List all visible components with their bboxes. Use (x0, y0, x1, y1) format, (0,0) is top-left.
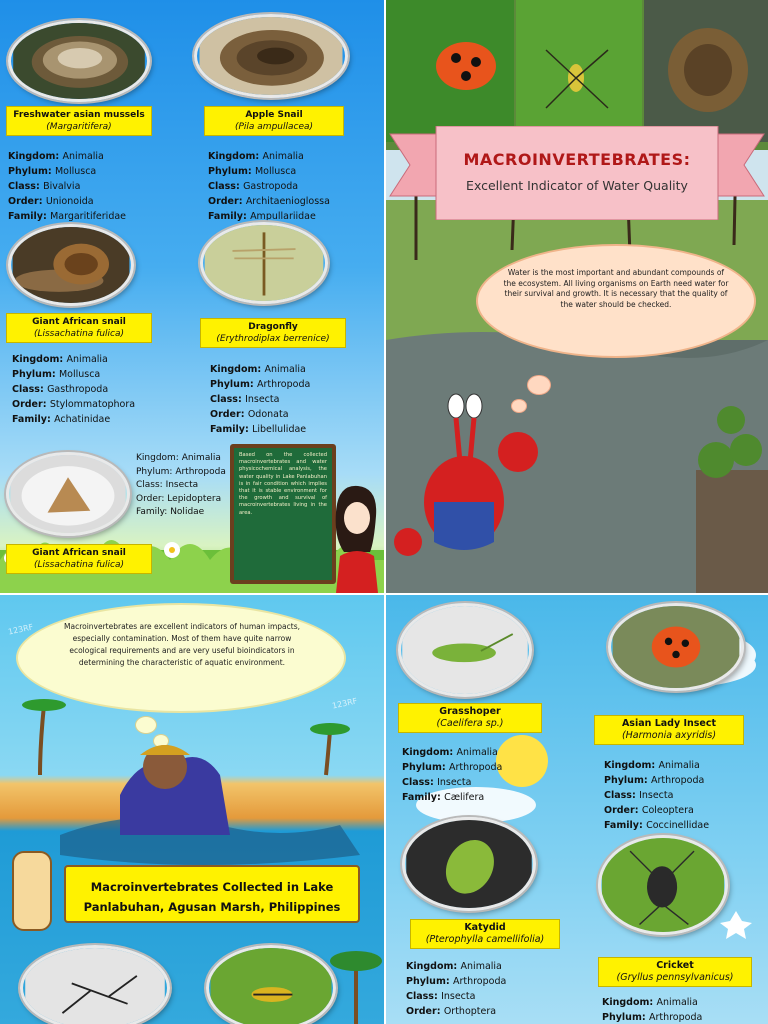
intro-title: MACROINVERTEBRATES: (463, 150, 691, 169)
scroll-title: Macroinvertebrates Collected in Lake Panlabuhan, Agusan Marsh, Philippines (83, 880, 341, 914)
dragonfly-name: Dragonfly (248, 322, 298, 332)
grasshopper-scientific: (Caelifera sp.) (436, 718, 504, 729)
katydid-label (410, 919, 560, 949)
taxo-key: Order (208, 196, 239, 207)
taxo-key: Phylum (604, 775, 644, 786)
taxo-value: Arthropoda (650, 775, 705, 786)
apple-snail-name: Apple Snail (245, 110, 303, 120)
info-cloud-text: Macroinvertebrates are excellent indicators of human impacts, especially contamination. Most of them have quite narrow ecological requirements and are very useful bioindicators in determining the characteristic of aquatic environment. (64, 622, 300, 667)
taxo-key: Family (210, 424, 245, 435)
giant-snail-scientific: (Lissachatina fulica) (33, 329, 125, 339)
taxo-key: Phylum (12, 369, 52, 380)
taxo-key: Kingdom (402, 747, 450, 758)
taxo-key: Order (406, 1006, 437, 1017)
chalkboard (230, 444, 336, 584)
taxo-key: Kingdom (12, 354, 60, 365)
taxo-value: Stylommatophora (49, 399, 136, 410)
apple-snail-label (204, 106, 344, 136)
taxo-value: Margaritiferidae (50, 211, 127, 222)
taxo-value: Achatinidae (54, 414, 111, 425)
grasshopper-taxonomy: Kingdom: Animalia Phylum: Arthropoda Class: Insecta Family: Cælifera (402, 747, 503, 803)
wasp-photo (206, 945, 336, 1024)
watermark: 123RF (7, 622, 35, 637)
taxo-value: Odonata (247, 409, 289, 420)
dragonfly-taxonomy: Kingdom: Animalia Phylum: Arthropoda Class: Insecta Order: Odonata Family: Libellulidae (210, 364, 311, 435)
mussel-taxonomy: Kingdom: Animalia Phylum: Mollusca Class: Bivalvia Order: Unionoida Family: Margaritiferidae (8, 151, 127, 222)
palm-decoration (330, 935, 384, 1024)
katydid-taxonomy: Kingdom: Animalia Phylum: Arthropoda Class: Insecta Order: Orthoptera (406, 961, 507, 1017)
katydid-photo (402, 817, 536, 911)
taxo-value: Libellulidae (252, 424, 307, 435)
lady-insect-photo (608, 603, 744, 691)
taxo-key: Family (8, 211, 43, 222)
taxo-value: Mollusca (54, 166, 97, 177)
taxo-value: Arthropoda (448, 762, 503, 773)
mussel-photo (8, 20, 150, 102)
taxo-value: Animalia (456, 747, 498, 758)
taxo-value: Bivalvia (43, 181, 81, 192)
mussel-label (6, 106, 152, 136)
dragonfly-label (200, 318, 346, 348)
giant-snail-photo (8, 224, 134, 306)
panel-mollusca-insects (0, 0, 384, 593)
taxo-key: Phylum (402, 762, 442, 773)
taxo-key: Phylum (602, 1012, 642, 1023)
moth-kingdom: Kingdom: Animalia (136, 453, 221, 463)
taxo-key: Class (604, 790, 632, 801)
snail-photo (644, 0, 768, 142)
cricket-taxonomy: Kingdom: Animalia Phylum: Arthropoda (602, 997, 703, 1023)
grasshopper-name: Grasshoper (439, 706, 501, 717)
taxo-key: Class (402, 777, 430, 788)
taxo-key: Class (12, 384, 40, 395)
taxo-value: Insecta (639, 790, 674, 801)
apple-snail-scientific: (Pila ampullacea) (234, 122, 314, 132)
taxo-value: Cælifera (444, 792, 485, 803)
moth-order: Order: Lepidoptera (136, 493, 222, 504)
moth-phylum: Phylum: Arthropoda (136, 466, 226, 477)
apple-snail-taxonomy: Kingdom: Animalia Phylum: Mollusca Class: Gastropoda Order: Architaenioglossa Family: Ampullariidae (208, 151, 330, 222)
chalkboard-text: Based on the collected macroinvertebrates and water physicochemical analysis, the water quality in Lake Panlabuhan is in fair condition which implies that it is stable environment for the growth and survival of macroinvertebrates living in the area. (234, 448, 332, 580)
taxo-value: Ampullariidae (250, 211, 316, 222)
moth-label (6, 544, 152, 574)
moth-name: Giant African snail (32, 548, 126, 558)
taxo-key: Phylum (210, 379, 250, 390)
spider-photo (516, 0, 642, 142)
taxo-key: Order (12, 399, 43, 410)
water-strider-photo (20, 945, 170, 1024)
taxo-value: Coleoptera (641, 805, 694, 816)
scroll-character (12, 851, 52, 931)
mussel-scientific: (Margaritifera) (46, 122, 112, 132)
taxo-key: Kingdom (8, 151, 56, 162)
taxo-key: Class (406, 991, 434, 1002)
giant-snail-label (6, 313, 152, 343)
lady-insect-name: Asian Lady Insect (621, 718, 717, 729)
cricket-photo (598, 835, 728, 935)
taxo-value: Arthropoda (256, 379, 311, 390)
giant-snail-name: Giant African snail (32, 317, 126, 327)
taxo-value: Mollusca (254, 166, 297, 177)
taxo-value: Arthropoda (452, 976, 507, 987)
taxo-value: Animalia (66, 354, 108, 365)
moth-photo (6, 452, 130, 536)
beach-scene (0, 685, 384, 885)
dragonfly-scientific: (Erythrodiplax berrenice) (216, 334, 330, 344)
grasshopper-label (398, 703, 542, 733)
taxo-key: Phylum (208, 166, 248, 177)
taxo-value: Animalia (658, 760, 700, 771)
taxo-key: Class (208, 181, 236, 192)
taxo-key: Order (8, 196, 39, 207)
taxo-value: Architaenioglossa (245, 196, 330, 207)
mussel-name: Freshwater asian mussels (13, 110, 145, 120)
taxo-value: Animalia (460, 961, 502, 972)
panel-macroinvertebrates-intro (386, 0, 768, 593)
taxo-key: Class (210, 394, 238, 405)
taxo-value: Insecta (441, 991, 476, 1002)
lady-insect-taxonomy: Kingdom: Animalia Phylum: Arthropoda Class: Insecta Order: Coleoptera Family: Coccinellidae (604, 760, 710, 831)
taxo-key: Kingdom (210, 364, 258, 375)
taxo-value: Mollusca (58, 369, 101, 380)
taxo-key: Order (604, 805, 635, 816)
cricket-label (598, 957, 752, 987)
moth-class: Class: Insecta (136, 480, 199, 490)
intro-subtitle: Excellent Indicator of Water Quality (466, 178, 688, 193)
taxo-value: Animalia (656, 997, 698, 1008)
moth-taxonomy (136, 452, 226, 520)
taxo-key: Family (12, 414, 47, 425)
taxo-key: Family (402, 792, 437, 803)
taxo-value: Insecta (245, 394, 280, 405)
teacher-illustration (330, 482, 382, 593)
panel-insects (386, 595, 768, 1024)
taxo-value: Orthoptera (443, 1006, 497, 1017)
moth-scientific: (Lissachatina fulica) (33, 560, 125, 570)
taxo-key: Kingdom (604, 760, 652, 771)
taxo-value: Animalia (264, 364, 306, 375)
taxo-key: Kingdom (406, 961, 454, 972)
title-ribbon (386, 126, 768, 220)
watermark: 123RF (331, 696, 359, 711)
taxo-key: Kingdom (208, 151, 256, 162)
taxo-key: Family (604, 820, 639, 831)
taxo-key: Class (8, 181, 36, 192)
taxo-value: Arthropoda (648, 1012, 703, 1023)
panel-lake-intro (0, 595, 384, 1024)
crab-character (394, 392, 544, 592)
katydid-scientific: (Pterophylla camellifolia) (425, 934, 545, 945)
taxo-value: Unionoida (45, 196, 94, 207)
taxo-value: Gasthropoda (47, 384, 109, 395)
taxo-value: Coccinellidae (646, 820, 710, 831)
lady-insect-label (594, 715, 744, 745)
taxo-value: Gastropoda (243, 181, 299, 192)
ladybug-photo (386, 0, 514, 142)
cricket-name: Cricket (656, 960, 694, 971)
grasshopper-photo (398, 603, 532, 697)
apple-snail-photo (194, 14, 348, 98)
taxo-key: Order (210, 409, 241, 420)
thought-text: Water is the most important and abundant compounds of the ecosystem. All living organisms on Earth need water for their survival and growth. It is necessary that the quality of the water should be checked. (503, 268, 729, 309)
taxo-key: Phylum (406, 976, 446, 987)
cricket-scientific: (Gryllus pennsylvanicus) (616, 972, 734, 983)
taxo-key: Phylum (8, 166, 48, 177)
katydid-name: Katydid (464, 922, 506, 933)
taxo-key: Kingdom (602, 997, 650, 1008)
taxo-value: Animalia (62, 151, 104, 162)
taxo-value: Insecta (437, 777, 472, 788)
giant-snail-taxonomy: Kingdom: Animalia Phylum: Mollusca Class: Gasthropoda Order: Stylommatophora Family: Achatinidae (12, 354, 136, 425)
moth-family: Family: Nolidae (136, 507, 205, 517)
lady-insect-scientific: (Harmonia axyridis) (621, 730, 717, 741)
dragonfly-photo (200, 222, 328, 304)
taxo-value: Animalia (262, 151, 304, 162)
taxo-key: Family (208, 211, 243, 222)
